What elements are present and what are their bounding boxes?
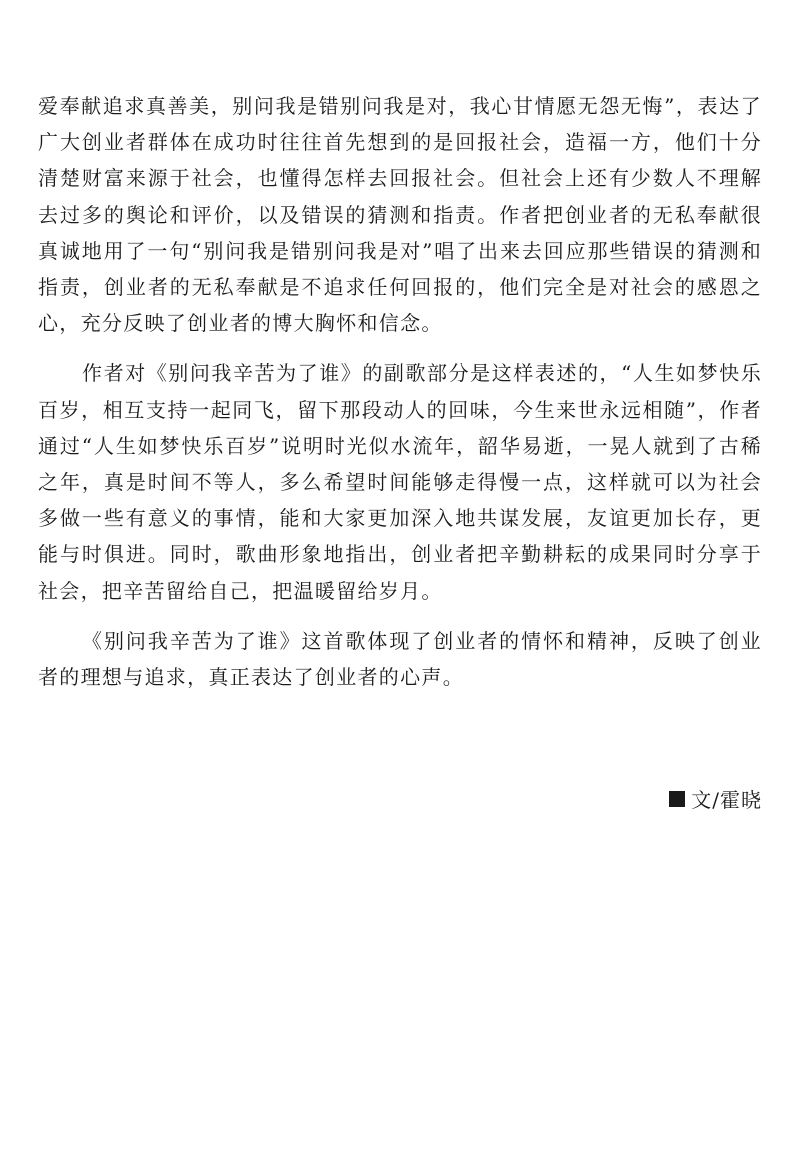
article-body [38, 88, 762, 695]
byline-text: 文/霍晓 [691, 788, 762, 812]
paragraph-3: 《别问我辛苦为了谁》这首歌体现了创业者的情怀和精神，反映了创业者的理想与追求，真正表达了创业者的心声。 [38, 628, 762, 690]
square-bullet-icon [669, 791, 685, 807]
paragraph-2: 作者对《别问我辛苦为了谁》的副歌部分是这样表述的，“人生如梦快乐百岁，相互支持一起同飞，留下那段动人的回味，今生来世永远相随”，作者通过“人生如梦快乐百岁”说明时光似水流年，韶华易逝，一晃人就到了古稀之年，真是时间不等人，多么希望时间能够走得慢一点，这样就可以为社会多做一些有意义的事情，能和大家更加深入地共谋发展，友谊更加长存，更能与时俱进。同时，歌曲形象地指出，创业者把辛勤耕耘的成果同时分享于社会，把辛苦留给自己，把温暖留给岁月。 [38, 361, 762, 603]
paragraph-1: 爱奉献追求真善美，别问我是错别问我是对，我心甘情愿无怨无悔”，表达了广大创业者群体在成功时往往首先想到的是回报社会，造福一方，他们十分清楚财富来源于社会，也懂得怎样去回报社会。但社会上还有少数人不理解去过多的舆论和评价，以及错误的猜测和指责。作者把创业者的无私奉献很真诚地用了一句“别问我是错别问我是对”唱了出来去回应那些错误的猜测和指责，创业者的无私奉献是不追求任何回报的，他们完全是对社会的感恩之心，充分反映了创业者的博大胸怀和信念。 [38, 94, 762, 336]
author-byline [669, 784, 762, 813]
